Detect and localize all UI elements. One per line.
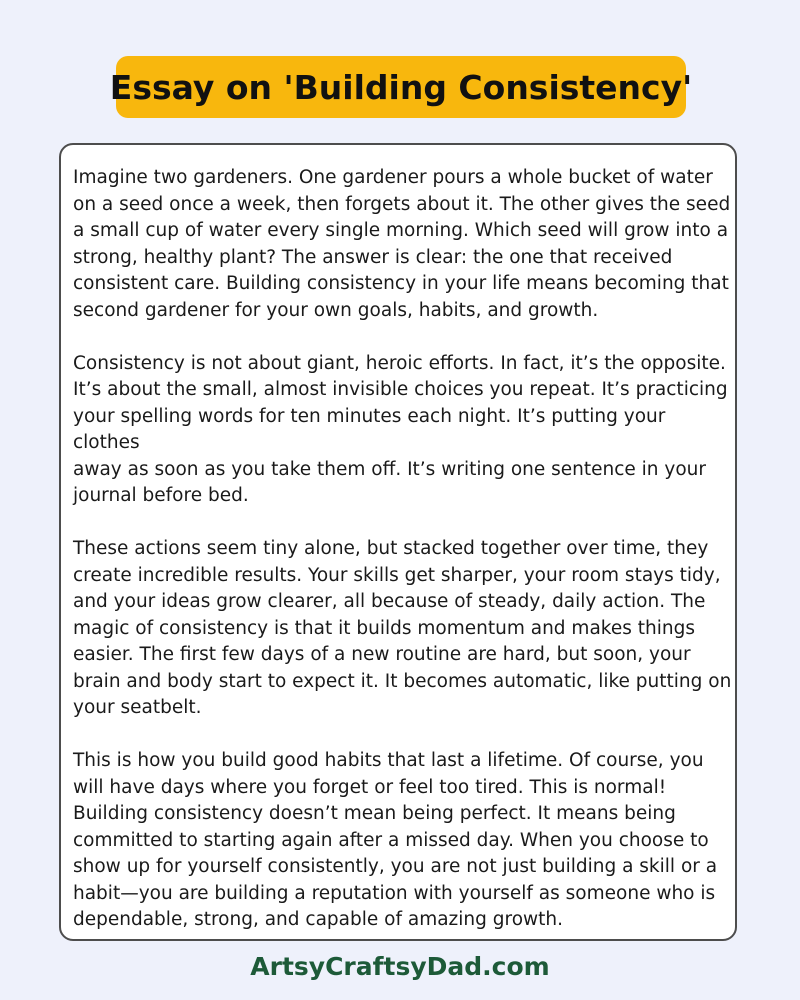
title-banner [109, 56, 693, 118]
essay-paragraph-1: Imagine two gardeners. One gardener pours a whole bucket of water on a seed once a week, then forgets about it. The other gives the seed a small cup of water every single morning. Which seed will grow into a strong, healthy plant? The answer is clear: the one that received consistent care. Building consistency in your life means becoming that second gardener for your own goals, habits, and growth. [73, 167, 731, 321]
page-title: Essay on 'Building Consistency' [109, 67, 693, 107]
essay-paragraph-4: This is how you build good habits that last a lifetime. Of course, you will have days where you forget or feel too tired. This is normal! Building consistency doesn’t mean being perfect. It means being committed to starting again after a missed day. When you choose to show up for yourself consistently, you are not just building a skill or a habit—you are building a reputation with yourself as someone who is dependable, strong, and capable of amazing growth. [73, 750, 718, 930]
essay-paragraph-2: Consistency is not about giant, heroic efforts. In fact, it’s the opposite. It’s about the small, almost invisible choices you repeat. It’s practicing your spelling words for ten minutes each night. It’s putting your clothes away as soon as you take them off. It’s writing one sentence in your journal before bed. [73, 352, 728, 506]
essay-card [59, 143, 737, 941]
essay-paragraph-3: These actions seem tiny alone, but stacked together over time, they create incredible results. Your skills get sharper, your room stays tidy, and your ideas grow clearer, all because of steady, daily action. The magic of consistency is that it builds momentum and makes things easier. The first few days of a new routine are hard, but soon, your brain and body start to expect it. It becomes automatic, like putting on your seatbelt. [73, 538, 732, 718]
essay-body [73, 165, 737, 934]
site-footer-link[interactable]: ArtsyCraftsyDad.com [250, 952, 550, 981]
